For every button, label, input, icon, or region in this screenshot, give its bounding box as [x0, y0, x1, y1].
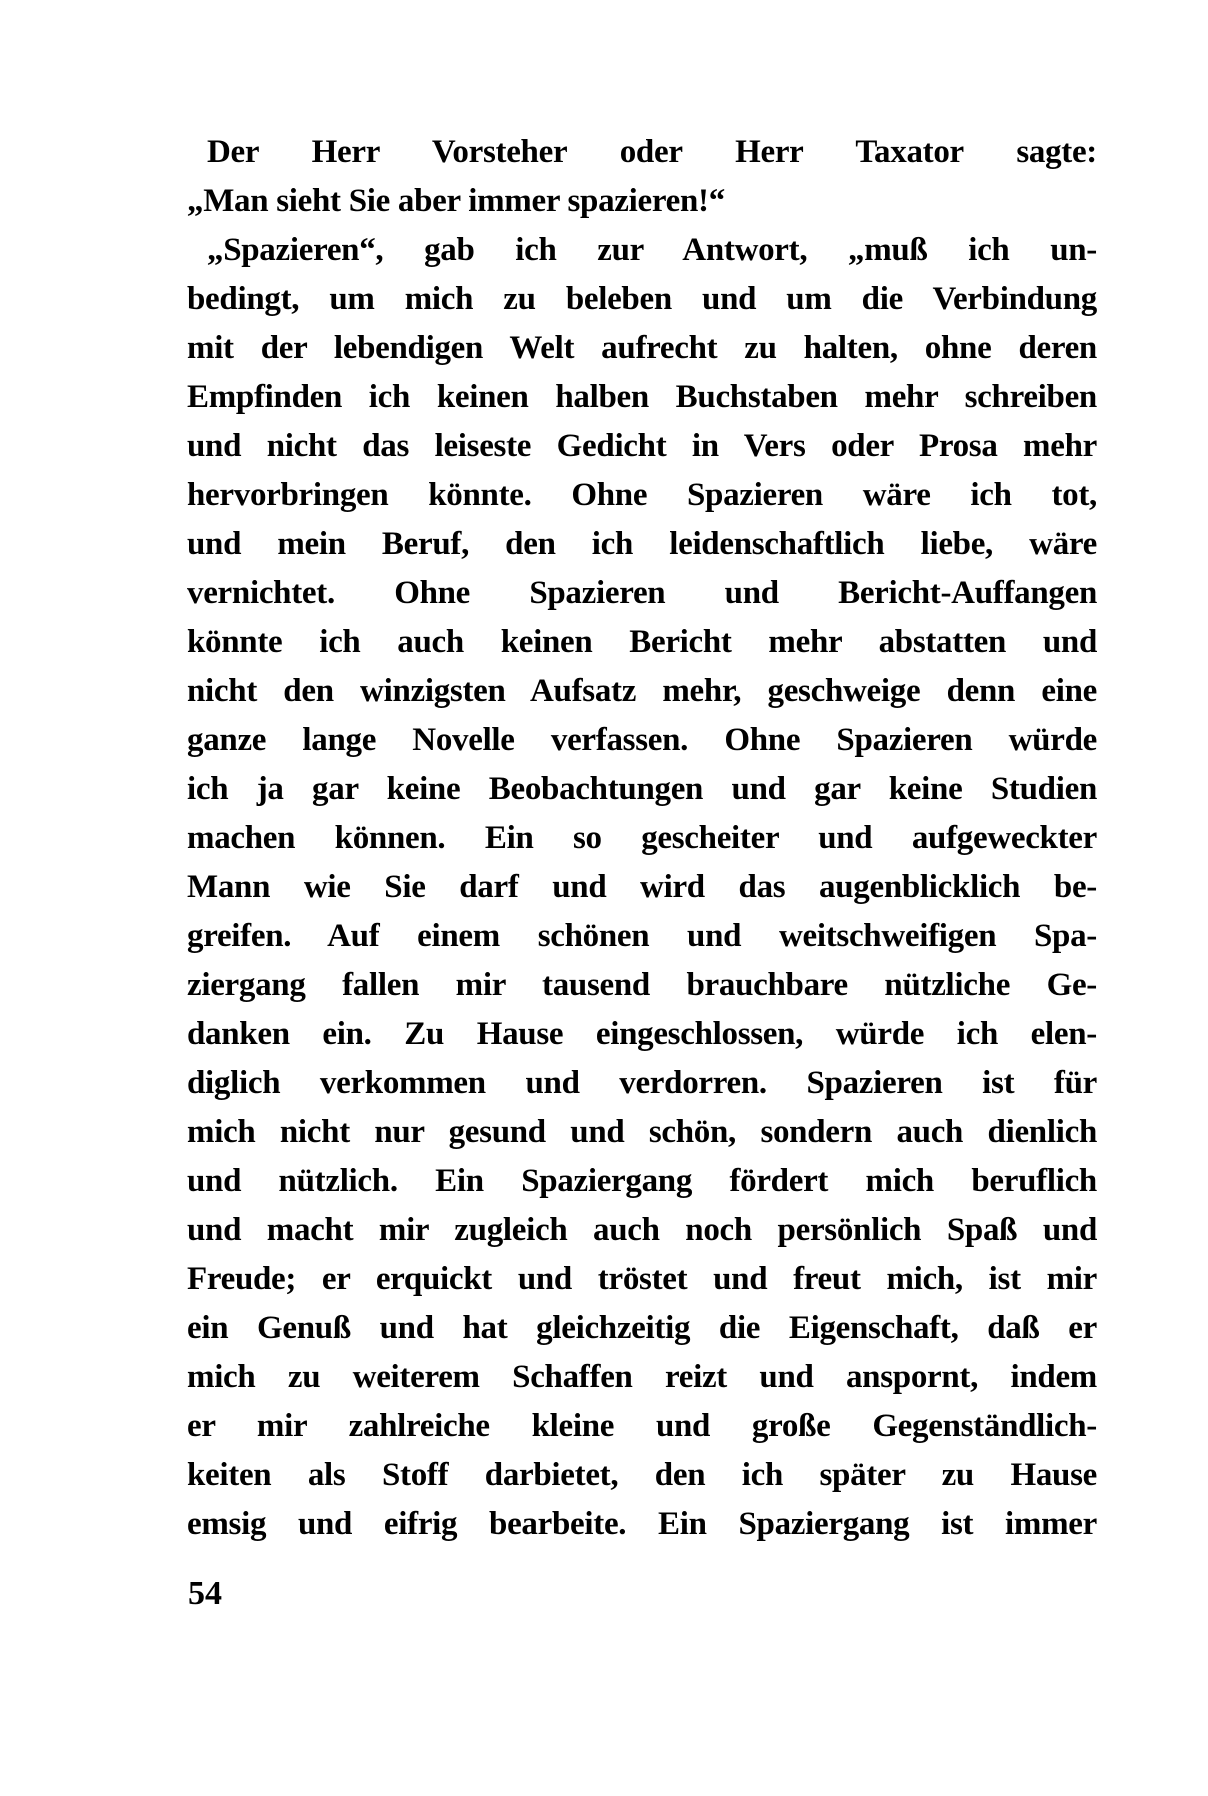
- text-line: emsig und eifrig bearbeite. Ein Spaziergang ist immer: [187, 1506, 1097, 1542]
- text-line: hervorbringen könnte. Ohne Spazieren wäre ich tot,: [187, 477, 1097, 513]
- text-line: greifen. Auf einem schönen und weitschweifigen Spa-: [187, 918, 1097, 954]
- text-line: ich ja gar keine Beobachtungen und gar keine Studien: [187, 771, 1097, 807]
- text-line: keiten als Stoff darbietet, den ich später zu Hause: [187, 1457, 1097, 1493]
- text-line: er mir zahlreiche kleine und große Gegenständlich-: [187, 1408, 1097, 1444]
- text-line: machen können. Ein so gescheiter und aufgeweckter: [187, 820, 1097, 856]
- text-line: nicht den winzigsten Aufsatz mehr, geschweige denn eine: [187, 673, 1097, 709]
- text-line: mit der lebendigen Welt aufrecht zu halten, ohne deren: [187, 330, 1097, 366]
- page-number: 54: [188, 1575, 222, 1612]
- text-line: und nicht das leiseste Gedicht in Vers oder Prosa mehr: [187, 428, 1097, 464]
- text-block: [187, 128, 1097, 1549]
- text-line: ziergang fallen mir tausend brauchbare nützliche Ge-: [187, 967, 1097, 1003]
- text-line: diglich verkommen und verdorren. Spazieren ist für: [187, 1065, 1097, 1101]
- text-line: Mann wie Sie darf und wird das augenblicklich be-: [187, 869, 1097, 905]
- text-line: Freude; er erquickt und tröstet und freut mich, ist mir: [187, 1261, 1097, 1297]
- text-line: und nützlich. Ein Spaziergang fördert mich beruflich: [187, 1163, 1097, 1199]
- text-line: und mein Beruf, den ich leidenschaftlich liebe, wäre: [187, 526, 1097, 562]
- text-line: vernichtet. Ohne Spazieren und Bericht-Auffangen: [187, 575, 1097, 611]
- text-line: danken ein. Zu Hause eingeschlossen, würde ich elen-: [187, 1016, 1097, 1052]
- text-line: könnte ich auch keinen Bericht mehr abstatten und: [187, 624, 1097, 660]
- text-line: bedingt, um mich zu beleben und um die Verbindung: [187, 281, 1097, 317]
- text-line: mich nicht nur gesund und schön, sondern auch dienlich: [187, 1114, 1097, 1150]
- text-line: Der Herr Vorsteher oder Herr Taxator sagte:: [207, 134, 1097, 170]
- text-line: ein Genuß und hat gleichzeitig die Eigenschaft, daß er: [187, 1310, 1097, 1346]
- text-line: „Spazieren“, gab ich zur Antwort, „muß ich un-: [207, 232, 1097, 268]
- text-line: „Man sieht Sie aber immer spazieren!“: [187, 183, 725, 219]
- text-line: und macht mir zugleich auch noch persönlich Spaß und: [187, 1212, 1097, 1248]
- text-line: Empfinden ich keinen halben Buchstaben mehr schreiben: [187, 379, 1097, 415]
- text-line: ganze lange Novelle verfassen. Ohne Spazieren würde: [187, 722, 1097, 758]
- text-line: mich zu weiterem Schaffen reizt und anspornt, indem: [187, 1359, 1097, 1395]
